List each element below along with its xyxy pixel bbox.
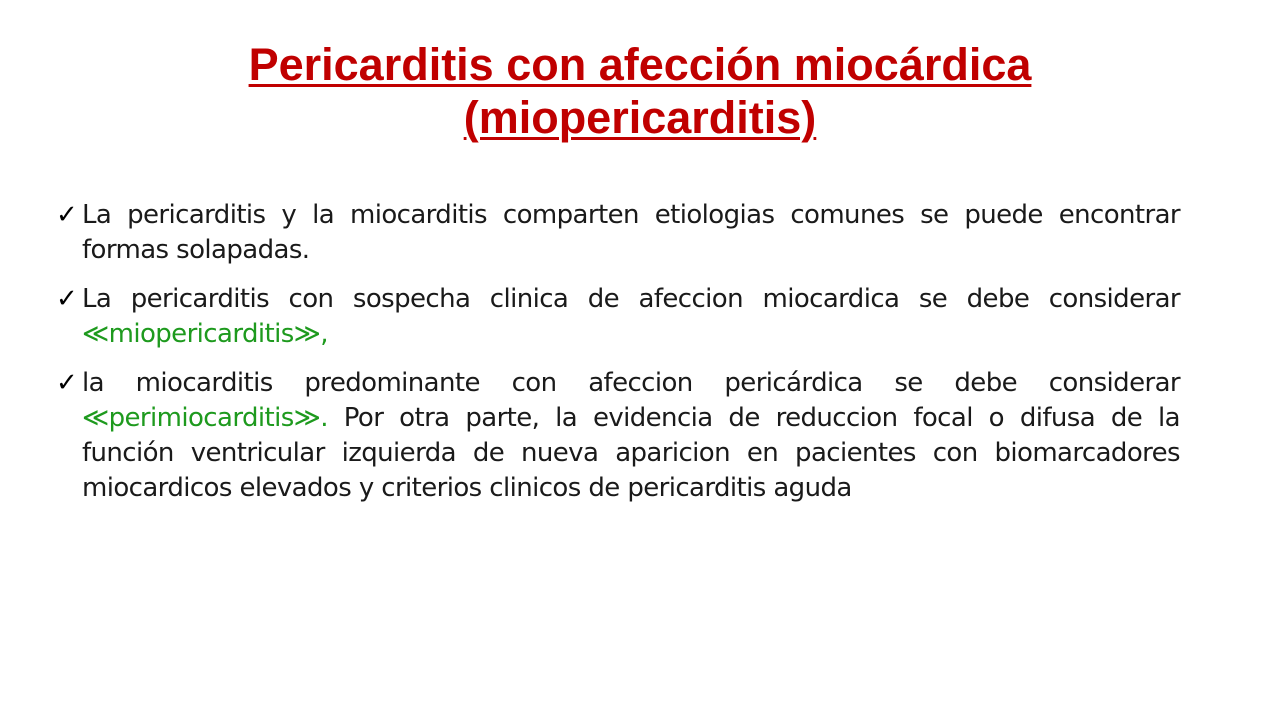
bullet-item-1 — [56, 198, 1180, 268]
check-icon: ✓ — [56, 284, 78, 314]
highlight-term: ≪miopericarditis≫, — [82, 319, 328, 349]
bullet-text-after: Por otra parte, la evidencia de reduccion focal o difusa de la función ventricular izquierda de nueva aparicion en pacientes con biomarcadores miocardicos elevados y criterios clinicos de pericarditis aguda — [82, 403, 1180, 503]
title-line-1: Pericarditis con afección miocárdica — [248, 39, 1032, 90]
slide-title — [0, 38, 1280, 144]
highlight-term: ≪perimiocarditis≫. — [82, 403, 328, 433]
bullet-text: La pericarditis con sospecha clinica de afeccion miocardica se debe considerar — [82, 284, 1180, 314]
title-line-2: (miopericarditis) — [463, 92, 817, 143]
check-icon: ✓ — [56, 368, 78, 398]
check-icon: ✓ — [56, 200, 78, 230]
bullet-item-2 — [56, 282, 1180, 352]
bullet-text: La pericarditis y la miocarditis comparten etiologias comunes se puede encontrar formas solapadas. — [82, 200, 1180, 265]
bullet-list — [56, 198, 1180, 520]
bullet-item-3 — [56, 366, 1180, 506]
bullet-text: la miocarditis predominante con afeccion pericárdica se debe considerar — [82, 368, 1180, 398]
